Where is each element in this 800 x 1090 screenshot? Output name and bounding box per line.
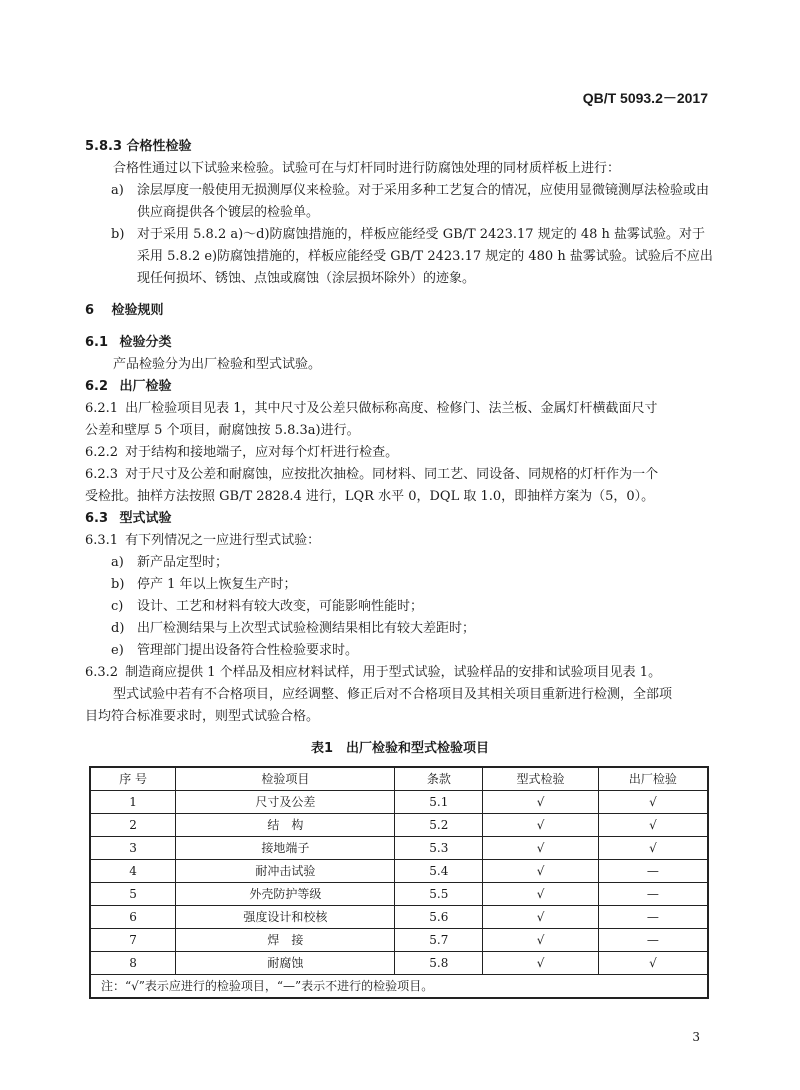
table-cell: √ <box>598 791 708 814</box>
table-cell: — <box>598 883 708 906</box>
table-cell: √ <box>598 952 708 975</box>
clause-text: 有下列情况之一应进行型式试验： <box>125 533 321 548</box>
table-cell: √ <box>598 837 708 860</box>
table-cell: √ <box>598 814 708 837</box>
table-cell: √ <box>483 929 599 952</box>
table-note-row <box>90 975 708 999</box>
table-cell: 5 <box>90 883 176 906</box>
clause-text: 出厂检验项目见表 1，其中尺寸及公差只做标称高度、检修门、法兰板、金属灯杆横截面尺寸 <box>125 401 658 416</box>
list-label: b) <box>111 577 125 592</box>
list-item-a <box>85 180 715 224</box>
table-cell: 接地端子 <box>176 837 395 860</box>
table-cell: √ <box>483 860 599 883</box>
section-title: 检验分类 <box>119 335 172 350</box>
list-item <box>85 552 715 574</box>
section-number: 6.3 <box>85 511 109 526</box>
section-6-1-heading <box>85 332 715 354</box>
list-text: 涂层厚度一般使用无损测厚仪来检验。对于采用多种工艺复合的情况，应使用显微镜测厚法检验或由供应商提供各个镀层的检验单。 <box>137 183 710 220</box>
clause-6-2-1 <box>85 398 715 420</box>
table-caption: 表1 出厂检验和型式检验项目 <box>310 741 490 756</box>
clause-number: 6.3.2 <box>85 665 119 680</box>
table-cell: 5.7 <box>395 929 483 952</box>
table-cell: 3 <box>90 837 176 860</box>
table-cell: 5.5 <box>395 883 483 906</box>
clause-number: 6.3.1 <box>85 533 119 548</box>
list-label: a) <box>111 555 124 570</box>
table-row <box>90 814 708 837</box>
table-row <box>90 883 708 906</box>
column-header: 型式检验 <box>483 767 599 791</box>
section-5-8-3-intro: 合格性通过以下试验来检验。试验可在与灯杆同时进行防腐蚀处理的同材质样板上进行： <box>113 161 621 176</box>
document-body <box>85 136 715 999</box>
table-row <box>90 906 708 929</box>
table-cell: 强度设计和校核 <box>176 906 395 929</box>
list-item <box>85 574 715 596</box>
inspection-items-table <box>89 766 709 999</box>
column-header: 序 号 <box>90 767 176 791</box>
section-title: 出厂检验 <box>119 379 172 394</box>
table-cell: — <box>598 929 708 952</box>
list-text: 管理部门提出设备符合性检验要求时。 <box>137 643 359 658</box>
table-cell: 焊 接 <box>176 929 395 952</box>
table-cell: — <box>598 860 708 883</box>
section-number: 6.1 <box>85 335 109 350</box>
list-label: d) <box>111 621 125 636</box>
clause-6-2-2 <box>85 442 715 464</box>
clause-text: 制造商应提供 1 个样品及相应材料试样，用于型式试验，试验样品的安排和试验项目见表 1。 <box>125 665 662 680</box>
column-header: 出厂检验 <box>598 767 708 791</box>
table-cell: √ <box>483 837 599 860</box>
table-row <box>90 929 708 952</box>
clause-6-2-3 <box>85 464 715 486</box>
section-6-2-heading <box>85 376 715 398</box>
clause-6-3-1 <box>85 530 715 552</box>
section-title: 检验规则 <box>111 303 164 318</box>
table-cell: √ <box>483 952 599 975</box>
section-number: 5.8.3 <box>85 139 123 154</box>
table-cell: 6 <box>90 906 176 929</box>
clause-6-3-2-para: 型式试验中若有不合格项目，应经调整、修正后对不合格项目及其相关项目重新进行检测，全部项 <box>113 687 673 702</box>
table-cell: √ <box>483 906 599 929</box>
section-number: 6 <box>85 303 95 318</box>
list-item <box>85 618 715 640</box>
column-header: 条款 <box>395 767 483 791</box>
table-cell: √ <box>483 791 599 814</box>
list-label: e) <box>111 643 124 658</box>
list-label: c) <box>111 599 124 614</box>
table-cell: 耐腐蚀 <box>176 952 395 975</box>
table-cell: 外壳防护等级 <box>176 883 395 906</box>
standard-code: QB/T 5093.2－2017 <box>582 90 708 106</box>
clause-6-2-1-cont: 公差和壁厚 5 个项目，耐腐蚀按 5.8.3a)进行。 <box>85 423 360 438</box>
table-cell: 5.2 <box>395 814 483 837</box>
table-note: 注：“√”表示应进行的检验项目，“—”表示不进行的检验项目。 <box>90 975 708 999</box>
clause-number: 6.2.3 <box>85 467 119 482</box>
clause-text: 对于结构和接地端子，应对每个灯杆进行检查。 <box>125 445 399 460</box>
table-row <box>90 837 708 860</box>
section-title: 型式试验 <box>119 511 172 526</box>
table-cell: 7 <box>90 929 176 952</box>
section-title: 合格性检验 <box>126 139 192 154</box>
clause-text: 对于尺寸及公差和耐腐蚀，应按批次抽检。同材料、同工艺、同设备、同规格的灯杆作为一个 <box>125 467 659 482</box>
table-row <box>90 791 708 814</box>
table-cell: 4 <box>90 860 176 883</box>
clause-6-3-2-para-cont: 目均符合标准要求时，则型式试验合格。 <box>85 709 320 724</box>
table-row <box>90 860 708 883</box>
table-cell: √ <box>483 883 599 906</box>
clause-6-2-3-cont: 受检批。抽样方法按照 GB/T 2828.4 进行，LQR 水平 0，DQL 取 1.0，即抽样方案为（5，0）。 <box>85 489 655 504</box>
list-label: b) <box>111 227 125 242</box>
section-number: 6.2 <box>85 379 109 394</box>
table-cell: 5.4 <box>395 860 483 883</box>
table-cell: 8 <box>90 952 176 975</box>
list-text: 停产 1 年以上恢复生产时； <box>137 577 297 592</box>
table-cell: 5.6 <box>395 906 483 929</box>
list-text: 新产品定型时； <box>137 555 229 570</box>
table-cell: 结 构 <box>176 814 395 837</box>
list-item <box>85 596 715 618</box>
table-cell: √ <box>483 814 599 837</box>
list-label: a) <box>111 183 124 198</box>
list-item-b <box>85 224 715 290</box>
clause-number: 6.2.1 <box>85 401 119 416</box>
table-cell: 耐冲击试验 <box>176 860 395 883</box>
column-header: 检验项目 <box>176 767 395 791</box>
page-number: 3 <box>692 1030 700 1044</box>
table-row <box>90 952 708 975</box>
list-item <box>85 640 715 662</box>
list-text: 出厂检测结果与上次型式试验检测结果相比有较大差距时； <box>137 621 476 636</box>
table-cell: 尺寸及公差 <box>176 791 395 814</box>
section-6-3-heading <box>85 508 715 530</box>
clause-number: 6.2.2 <box>85 445 119 460</box>
section-5-8-3-heading <box>85 136 715 158</box>
clause-6-3-2 <box>85 662 715 684</box>
table-cell: 5.1 <box>395 791 483 814</box>
table-cell: 5.8 <box>395 952 483 975</box>
table-cell: 5.3 <box>395 837 483 860</box>
table-header-row <box>90 767 708 791</box>
list-text: 设计、工艺和材料有较大改变，可能影响性能时； <box>137 599 424 614</box>
table-cell: 2 <box>90 814 176 837</box>
table-cell: 1 <box>90 791 176 814</box>
list-text: 对于采用 5.8.2 a)～d)防腐蚀措施的，样板应能经受 GB/T 2423.17 规定的 48 h 盐雾试验。对于采用 5.8.2 e)防腐蚀措施的，样板应能经受 GB/T 2423.17 规定的 480 h 盐雾试验。试验后不应出现任何损坏、锈蚀、点蚀或腐蚀（涂层损坏除外）的迹象。 <box>137 227 713 286</box>
section-6-heading <box>85 300 715 322</box>
section-6-1-text: 产品检验分为出厂检验和型式试验。 <box>113 357 322 372</box>
table-cell: — <box>598 906 708 929</box>
